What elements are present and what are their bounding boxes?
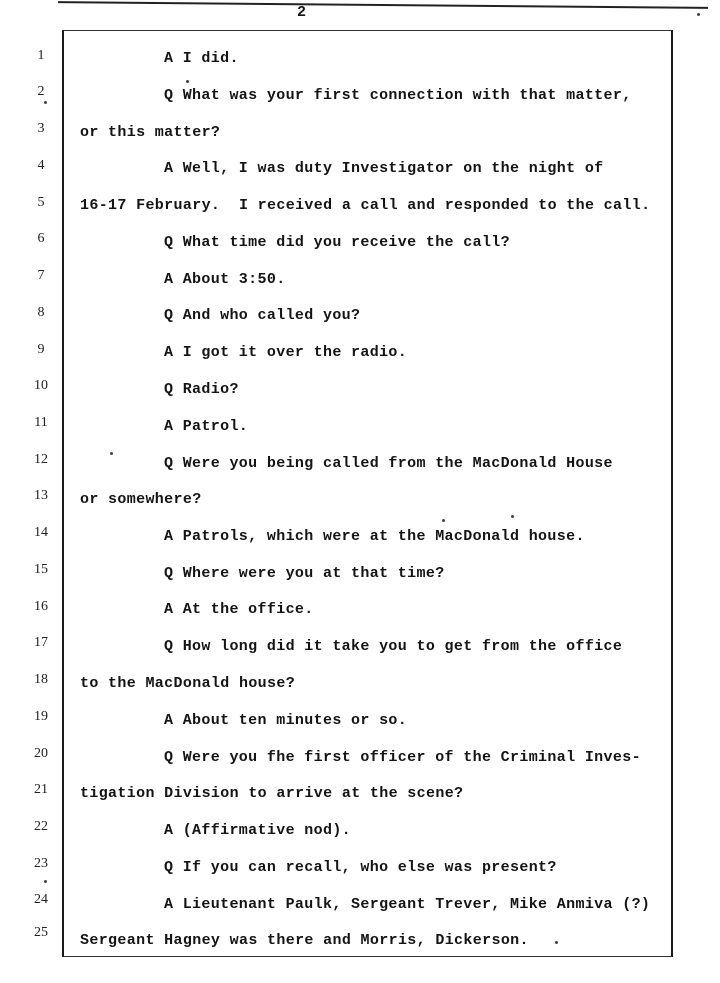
transcript-line: Q How long did it take you to get from the office	[164, 638, 623, 655]
line-number: 8	[37, 305, 45, 320]
line-number: 19	[34, 709, 48, 724]
scan-speck	[110, 452, 113, 455]
line-number: 25	[34, 925, 48, 940]
transcript-line: Q What was your first connection with that matter,	[164, 87, 632, 104]
transcript-line: A Lieutenant Paulk, Sergeant Trever, Mike Anmiva (?)	[164, 896, 651, 913]
transcript-line: Q What time did you receive the call?	[164, 234, 511, 251]
scan-speck	[44, 101, 47, 104]
transcript-line: Q Where were you at that time?	[164, 565, 445, 582]
line-number: 18	[34, 672, 48, 687]
line-number: 6	[37, 231, 45, 246]
line-number: 4	[37, 158, 45, 173]
line-number: 11	[34, 415, 48, 430]
line-number: 22	[34, 819, 48, 834]
transcript-line: A Well, I was duty Investigator on the night of	[164, 160, 604, 177]
transcript-line: or this matter?	[80, 124, 221, 141]
scan-speck	[186, 80, 189, 83]
transcript-line: tigation Division to arrive at the scene?	[80, 785, 464, 802]
line-number: 13	[34, 488, 48, 503]
transcript-line: Q If you can recall, who else was present?	[164, 859, 557, 876]
transcript-line: Q Radio?	[164, 381, 239, 398]
line-number: 21	[34, 782, 48, 797]
line-number: 16	[34, 599, 48, 614]
top-rule	[58, 1, 708, 9]
transcript-line: A I did.	[164, 50, 239, 67]
transcript-line: A I got it over the radio.	[164, 344, 408, 361]
transcript-line: A About ten minutes or so.	[164, 712, 408, 729]
scan-speck	[511, 515, 514, 518]
line-number: 23	[34, 856, 48, 871]
scan-speck	[442, 519, 445, 522]
transcript-line: Q And who called you?	[164, 307, 361, 324]
line-number: 1	[37, 48, 45, 63]
line-number: 17	[34, 635, 48, 650]
transcript-line: A Patrols, which were at the MacDonald house.	[164, 528, 585, 545]
transcript-line: Sergeant Hagney was there and Morris, Dickerson.	[80, 932, 529, 949]
transcript-line: A Patrol.	[164, 418, 249, 435]
line-number: 7	[37, 268, 45, 283]
scan-speck	[697, 13, 700, 16]
line-number: 20	[34, 746, 48, 761]
transcript-line: Q Were you being called from the MacDonald House	[164, 455, 613, 472]
line-number: 10	[34, 378, 48, 393]
scan-speck	[555, 941, 558, 944]
line-number: 2	[37, 84, 45, 99]
transcript-line: A (Affirmative nod).	[164, 822, 352, 839]
page-number: 2	[297, 4, 307, 21]
transcript-line: to the MacDonald house?	[80, 675, 296, 692]
line-number: 9	[37, 342, 45, 357]
line-number: 15	[34, 562, 48, 577]
transcript-line: Q Were you fhe first officer of the Criminal Inves-	[164, 749, 641, 766]
transcript-line: 16-17 February. I received a call and responded to the call.	[80, 197, 651, 214]
line-number: 12	[34, 452, 48, 467]
line-number: 24	[34, 892, 48, 907]
line-number: 3	[37, 121, 45, 136]
line-number: 14	[34, 525, 48, 540]
scan-speck	[44, 880, 47, 883]
transcript-line: or somewhere?	[80, 491, 202, 508]
transcript-line: A About 3:50.	[164, 271, 286, 288]
line-number: 5	[37, 195, 45, 210]
transcript-line: A At the office.	[164, 601, 314, 618]
